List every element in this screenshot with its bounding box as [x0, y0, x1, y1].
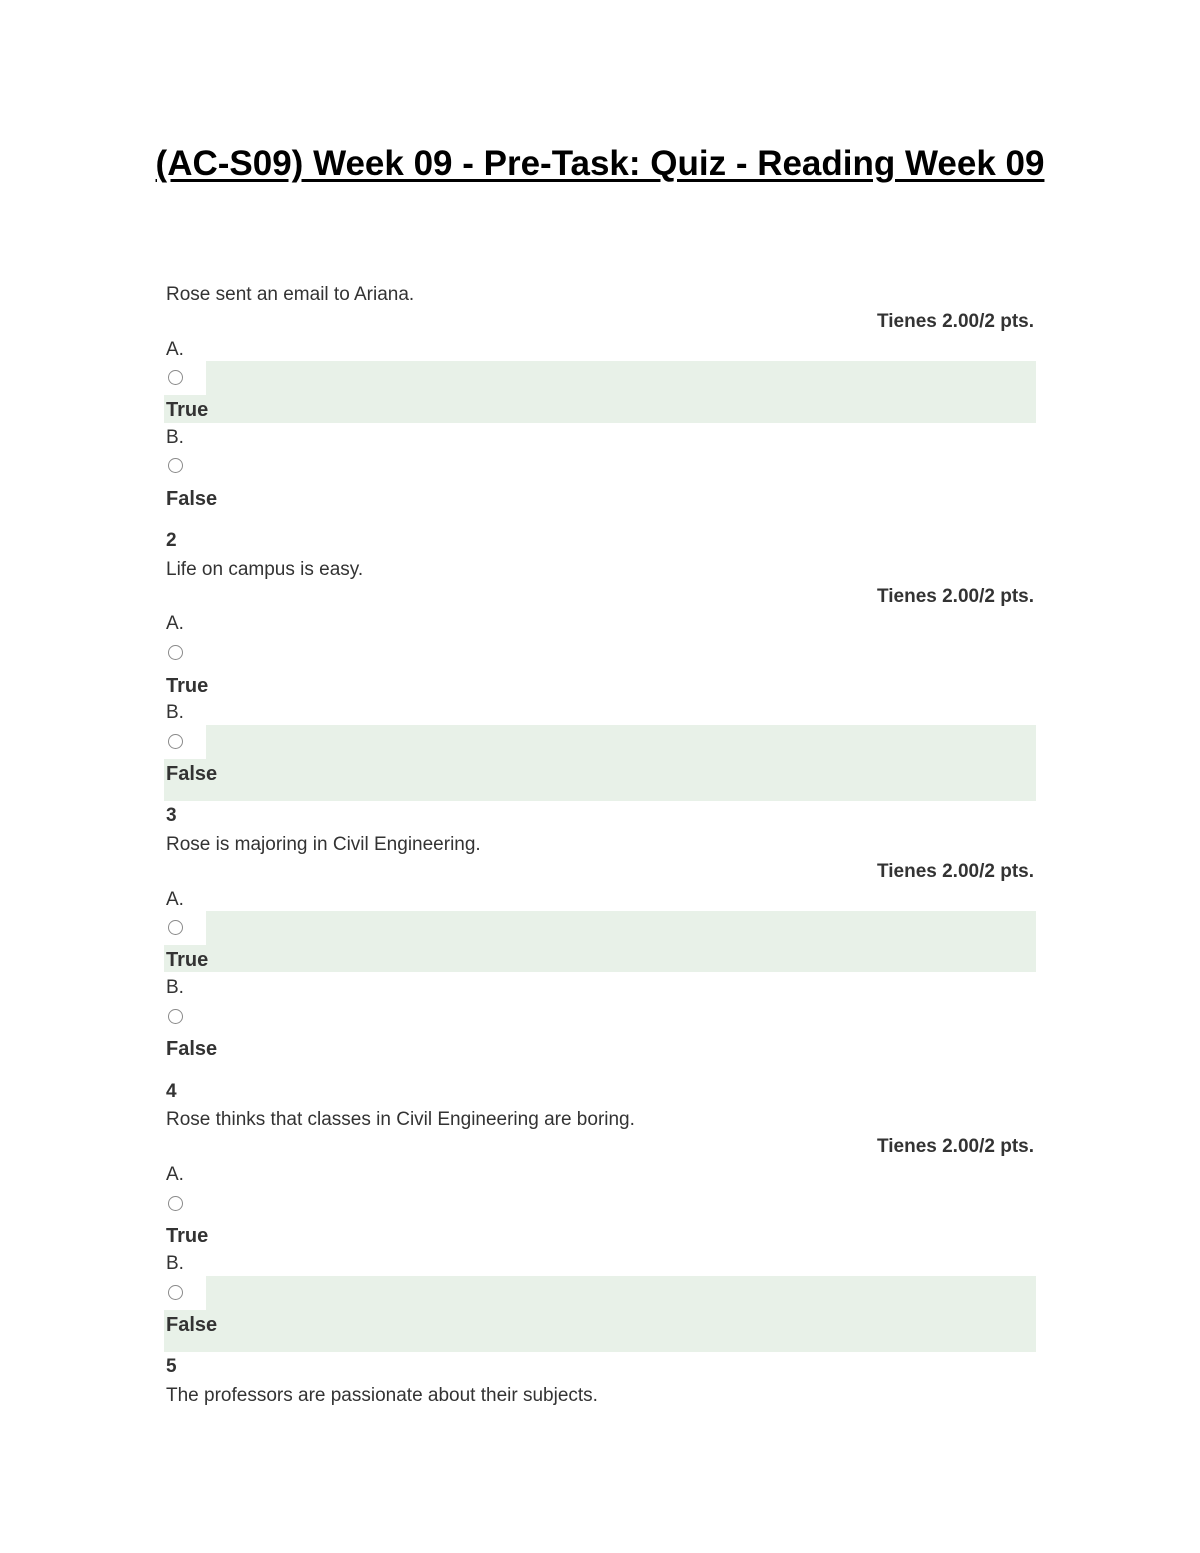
question-3-option-b-label[interactable]: False — [166, 1038, 218, 1060]
question-2-option-b-selected-highlight — [164, 725, 1036, 801]
question-1-option-b-label[interactable]: False — [166, 488, 218, 510]
question-4-text: Rose thinks that classes in Civil Engineering are boring. — [166, 1109, 635, 1130]
question-3-option-a-letter: A. — [166, 889, 184, 910]
question-2-score: Tienes 2.00/2 pts. — [876, 586, 1034, 607]
question-4-option-a-label[interactable]: True — [166, 1225, 209, 1247]
question-4-option-a-letter: A. — [166, 1164, 184, 1185]
question-2-number: 2 — [166, 530, 177, 551]
question-3-option-a-selected-highlight — [164, 911, 1036, 972]
question-1-option-b-radio[interactable] — [168, 458, 183, 473]
question-2-option-b-label[interactable]: False — [166, 763, 218, 785]
question-4-number: 4 — [166, 1081, 177, 1102]
question-4-option-b-radio[interactable] — [168, 1285, 183, 1300]
question-3-option-b-radio[interactable] — [168, 1009, 183, 1024]
question-4-option-b-selected-highlight — [164, 1276, 1036, 1352]
question-2-option-a-radio[interactable] — [168, 645, 183, 660]
page-title: (AC-S09) Week 09 - Pre-Task: Quiz - Reading Week 09 — [155, 144, 1045, 183]
question-1-option-a-label[interactable]: True — [166, 399, 209, 421]
question-2-option-b-letter: B. — [166, 702, 184, 723]
question-4-option-a-radio[interactable] — [168, 1196, 183, 1211]
question-5-number: 5 — [166, 1356, 177, 1377]
question-4-option-b-letter: B. — [166, 1253, 184, 1274]
question-5-text: The professors are passionate about their subjects. — [166, 1385, 598, 1406]
question-1-score: Tienes 2.00/2 pts. — [876, 311, 1034, 332]
question-3-score: Tienes 2.00/2 pts. — [876, 861, 1034, 882]
question-4-option-b-label[interactable]: False — [166, 1314, 218, 1336]
question-4-score: Tienes 2.00/2 pts. — [876, 1136, 1034, 1157]
question-1-option-a-letter: A. — [166, 339, 184, 360]
question-2-option-b-radio[interactable] — [168, 734, 183, 749]
question-3-option-a-label[interactable]: True — [166, 949, 209, 971]
question-1-option-a-radio[interactable] — [168, 370, 183, 385]
question-3-text: Rose is majoring in Civil Engineering. — [166, 834, 481, 855]
question-3-option-b-letter: B. — [166, 977, 184, 998]
question-1-option-a-selected-highlight — [164, 361, 1036, 423]
question-3-option-a-radio[interactable] — [168, 920, 183, 935]
question-3-number: 3 — [166, 805, 177, 826]
question-1-option-b-letter: B. — [166, 427, 184, 448]
question-2-option-a-letter: A. — [166, 613, 184, 634]
question-2-option-a-label[interactable]: True — [166, 675, 209, 697]
question-2-text: Life on campus is easy. — [166, 559, 364, 580]
question-1-text: Rose sent an email to Ariana. — [166, 284, 415, 305]
